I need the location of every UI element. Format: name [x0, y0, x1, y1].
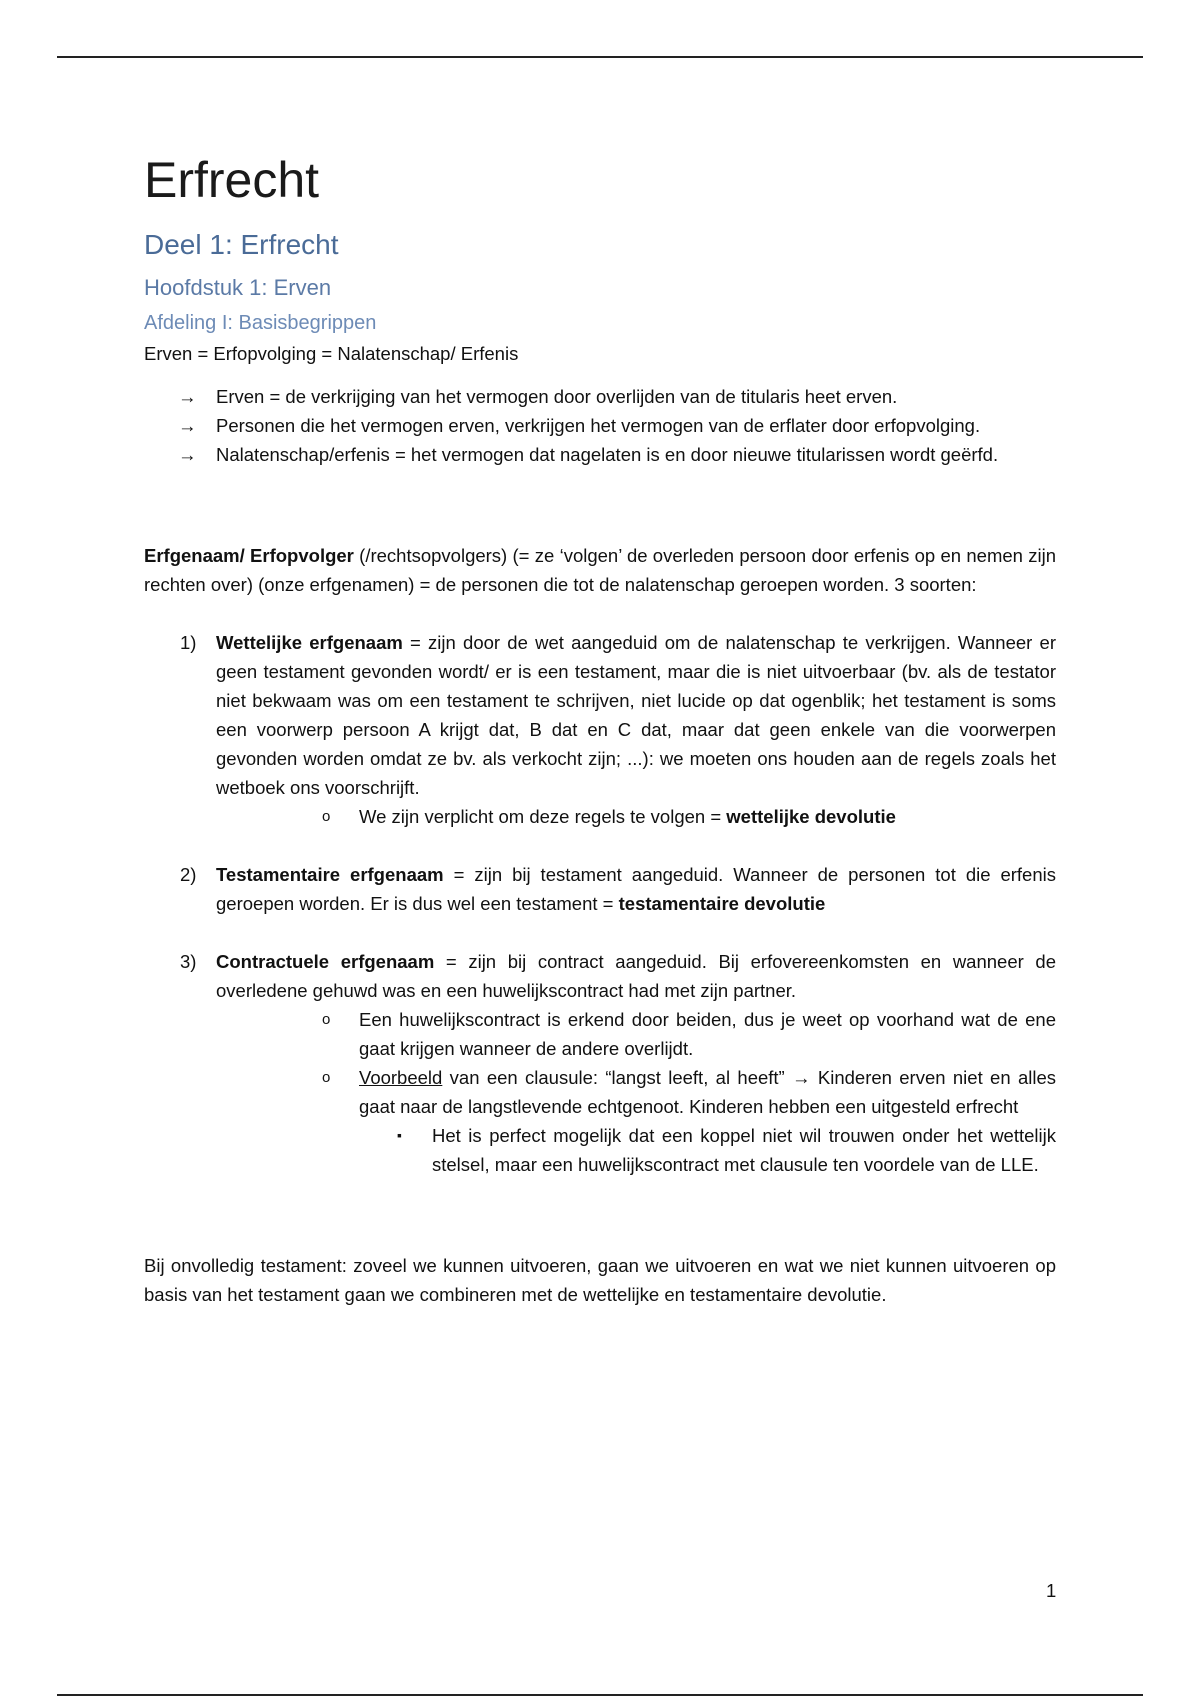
circle-bullet-icon: o: [322, 1069, 331, 1086]
closing-paragraph: Bij onvolledig testament: zoveel we kunnen uitvoeren, gaan we uitvoeren en wat we niet kunnen uitvoeren op basis van het testament gaan we combineren met de wettelijke en testamentaire devolutie.: [144, 1255, 1056, 1305]
footer-rule: [57, 1694, 1143, 1696]
list-item: → Erven = de verkrijging van het vermogen door overlijden van de titularis heet erven.: [144, 382, 1056, 411]
list-item-testamentary-heir: 2) Testamentaire erfgenaam = zijn bij testament aangeduid. Wanneer de personen tot die erfenis geroepen worden. Er is dus wel een testament = testamentaire devolutie: [180, 864, 1056, 914]
section-heading: Afdeling I: Basisbegrippen: [144, 312, 377, 334]
list-item-contractual-heir: 3) Contractuele erfgenaam = zijn bij contract aangeduid. Bij erfovereenkomsten en wanneer de overledene gehuwd was en een huwelijkscontract had met zijn partner. o Een huwelijkscontract is erkend door beiden, dus je weet op voorhand wat de ene gaat krijgen wanneer de andere overlijdt. o Voorbeeld van een clausule: “langst leeft, al heeft” → Kinderen erven niet en alles gaat naar de langstlevende echtgenoot. Kinderen hebben een uitgesteld erfrecht ▪ Het is perfect mogelijk dat een koppel niet wil trouwen onder het wettelijk stelsel, maar een huwelijkscontract met clausule ten voordele van de LLE.: [144, 947, 1056, 1179]
sub-item: o Voorbeeld van een clausule: “langst leeft, al heeft” → Kinderen erven niet en alles gaat naar de langstlevende echtgenoot. Kinderen hebben een uitgesteld erfrecht ▪ Het is perfect mogelijk dat een koppel niet wil trouwen onder het wettelijk stelsel, maar een huwelijkscontract met clausule ten voordele van de LLE.: [216, 1063, 1056, 1179]
square-bullet-icon: ▪: [397, 1127, 402, 1143]
heir-types-list: [144, 628, 1056, 1179]
arrow-icon: →: [178, 415, 197, 436]
chapter-heading: Hoofdstuk 1: Erven: [144, 275, 332, 300]
heirs-paragraph: Erfgenaam/ Erfopvolger (/rechtsopvolgers) (= ze ‘volgen’ de overleden persoon door erfenis op en nemen zijn rechten over) (onze erfgenamen) = de personen die tot de nalatenschap geroepen worden. 3 soorten:: [144, 545, 1056, 595]
list-item-legal-heir: 1) Wettelijke erfgenaam = zijn door de wet aangeduid om de nalatenschap te verkrijgen. Wanneer er geen testament gevonden wordt/ er is een testament, maar die is niet uitvoerbaar (bv. als de testator niet bekwaam was om een testament te schrijven, niet lucide op dat ogenblik; het testament is soms een voorwerp persoon A krijgt dat, B dat en C dat, maar dat geen enkele van die voorwerpen gevonden worden omdat ze bv. als verkocht zijn; ...): we moeten ons houden aan de regels zoals het wetboek ons voorschrijft. o We zijn verplicht om deze regels te volgen = wettelijke devolutie: [144, 628, 1056, 831]
sub-sub-item: ▪ Het is perfect mogelijk dat een koppel niet wil trouwen onder het wettelijk stelsel, maar een huwelijkscontract met clausule ten voordele van de LLE.: [359, 1121, 1056, 1179]
arrow-icon: →: [178, 444, 197, 465]
arrow-icon: →: [178, 386, 197, 407]
document-title: Erfrecht: [144, 152, 320, 208]
page-number: 1: [1046, 1580, 1057, 1601]
list-item: → Nalatenschap/erfenis = het vermogen dat nagelaten is en door nieuwe titularissen wordt geërfd.: [144, 440, 1056, 469]
list-item: → Personen die het vermogen erven, verkrijgen het vermogen van de erflater door erfopvolging.: [144, 411, 1056, 440]
arrow-list: [144, 382, 1056, 469]
header-rule: [57, 56, 1143, 58]
document-body: [144, 145, 1056, 1309]
definition-line: Erven = Erfopvolging = Nalatenschap/ Erfenis: [144, 343, 519, 364]
circle-bullet-icon: o: [322, 808, 331, 825]
sub-item: o Een huwelijkscontract is erkend door beiden, dus je weet op voorhand wat de ene gaat krijgen wanneer de andere overlijdt.: [216, 1005, 1056, 1063]
circle-bullet-icon: o: [322, 1011, 331, 1028]
sub-item: o We zijn verplicht om deze regels te volgen = wettelijke devolutie: [216, 802, 1056, 831]
part-heading: Deel 1: Erfrecht: [144, 229, 339, 260]
